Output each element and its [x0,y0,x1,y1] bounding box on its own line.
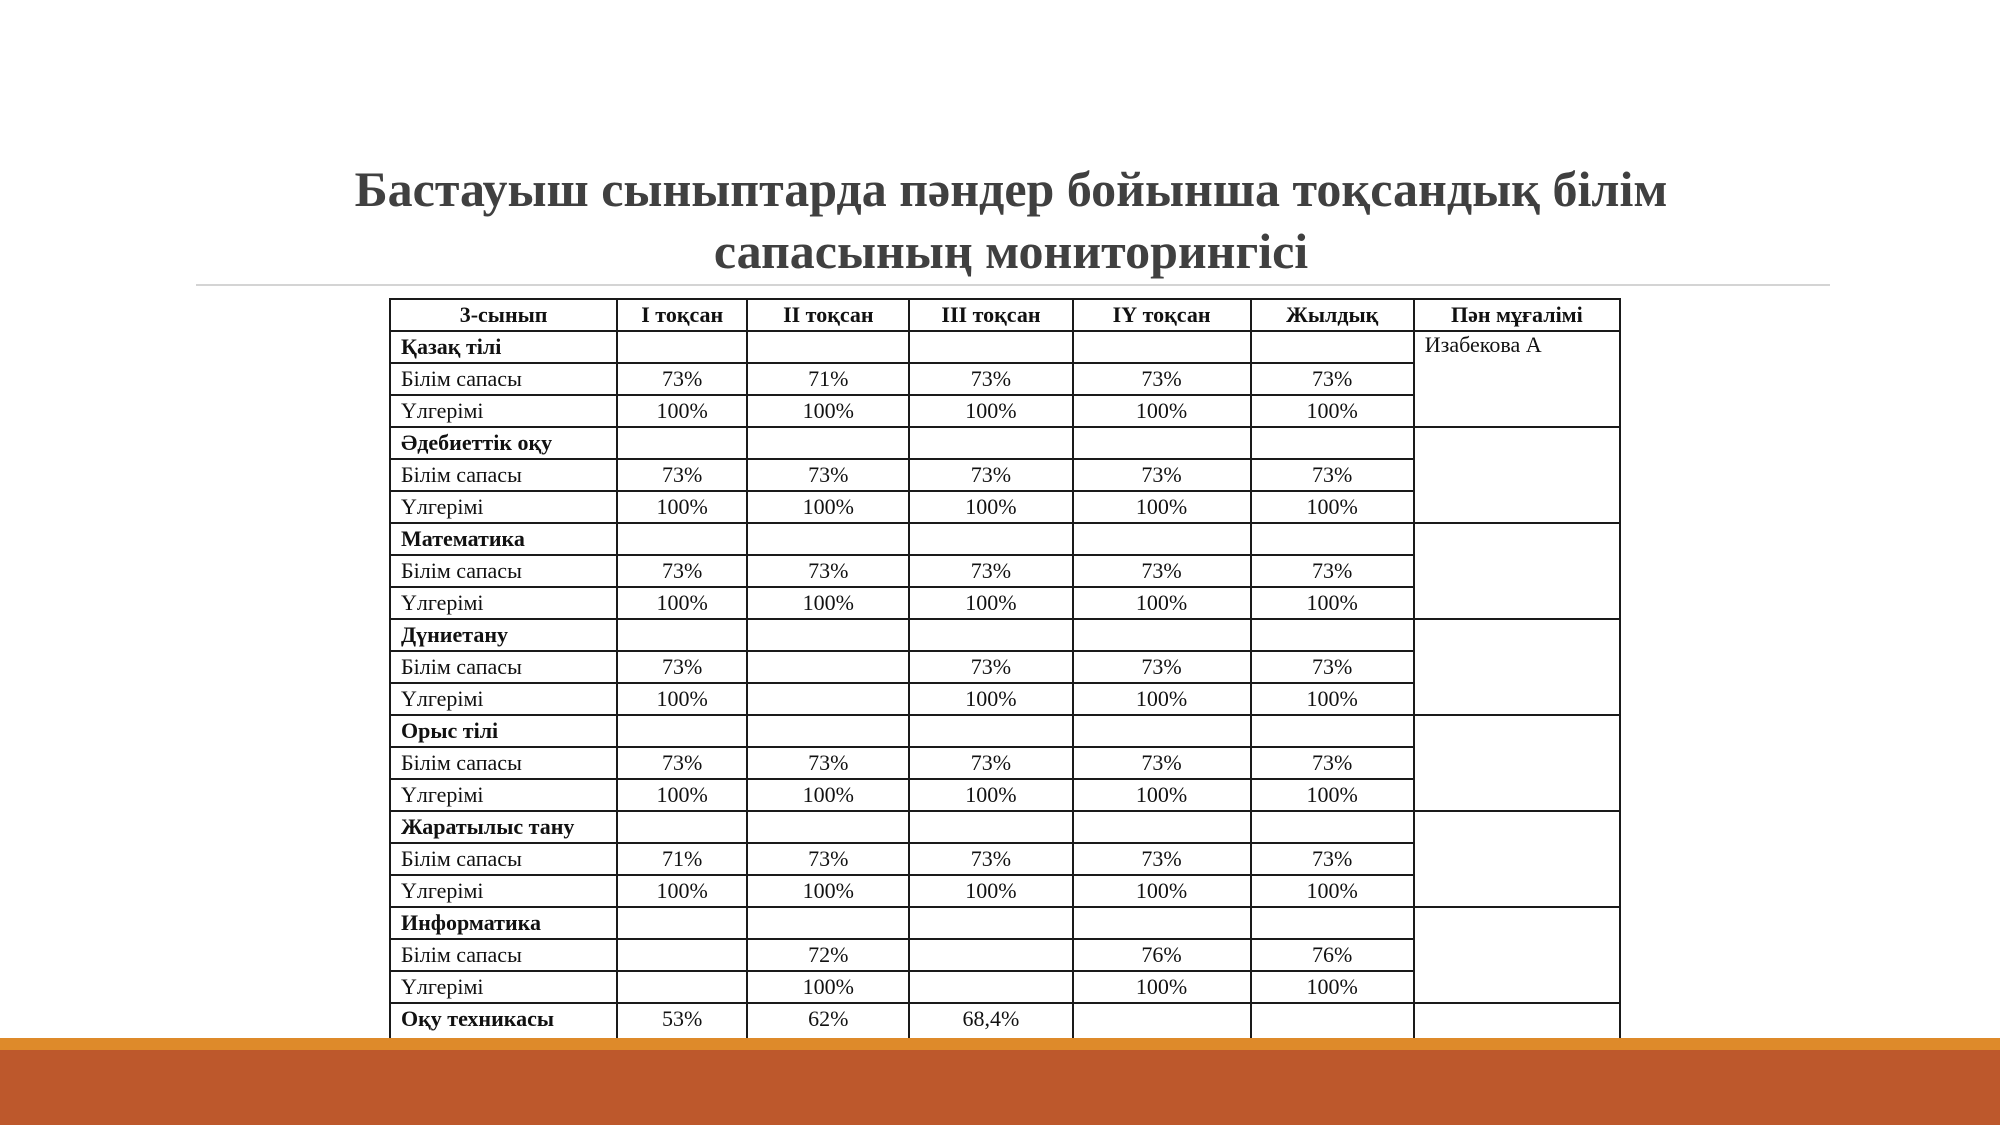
metric-value: 73% [1251,651,1414,683]
teacher-cell [1414,619,1620,715]
metric-value: 73% [1073,459,1251,491]
metric-value: 73% [1073,747,1251,779]
metric-value: 100% [1251,971,1414,1003]
empty-cell [617,811,747,843]
metric-value: 73% [909,459,1072,491]
metric-value: 100% [747,779,909,811]
metric-label: Үлгерімі [390,587,617,619]
empty-cell [747,907,909,939]
teacher-cell [1414,427,1620,523]
metric-value: 68,4% [909,1003,1072,1061]
empty-cell [1073,331,1251,363]
empty-cell [909,907,1072,939]
empty-cell [909,619,1072,651]
metric-value: 100% [909,683,1072,715]
header-teacher: Пән мұғалімі [1414,299,1620,331]
empty-cell [909,427,1072,459]
teacher-cell [1414,811,1620,907]
empty-cell [1251,331,1414,363]
metric-value: 100% [909,587,1072,619]
metric-value: 100% [747,875,909,907]
empty-cell [1073,715,1251,747]
teacher-cell [1414,715,1620,811]
metric-value: 76% [1251,939,1414,971]
metric-value: 73% [617,651,747,683]
metric-value: 100% [1073,971,1251,1003]
empty-cell [1073,523,1251,555]
empty-cell [1073,619,1251,651]
metric-value: 73% [1073,363,1251,395]
metric-value [909,939,1072,971]
monitoring-table [389,298,1621,1062]
metric-value [747,651,909,683]
empty-cell [747,523,909,555]
metric-value: 73% [617,747,747,779]
empty-cell [1251,907,1414,939]
empty-cell [747,427,909,459]
metric-value: 73% [1251,747,1414,779]
monitoring-table-container [389,298,1621,1031]
metric-label: Білім сапасы [390,363,617,395]
empty-cell [1251,427,1414,459]
metric-label: Білім сапасы [390,747,617,779]
metric-value: 53% [617,1003,747,1061]
metric-value: 73% [909,843,1072,875]
empty-cell [1251,715,1414,747]
metric-label: Үлгерімі [390,683,617,715]
metric-value: 100% [747,395,909,427]
metric-value: 73% [747,843,909,875]
metric-value: 100% [617,683,747,715]
subject-name: Орыс тілі [390,715,617,747]
metric-value: 100% [1251,683,1414,715]
subject-row [390,907,1620,939]
metric-value: 73% [909,747,1072,779]
empty-cell [1251,619,1414,651]
metric-value: 100% [747,491,909,523]
slide-title-line-2: сапасының мониторингісі [713,223,1309,279]
subject-name: Әдебиеттік оқу [390,427,617,459]
metric-value: 100% [1251,779,1414,811]
subject-row [390,811,1620,843]
metric-value: 73% [909,363,1072,395]
empty-cell [747,331,909,363]
metric-value: 100% [1073,875,1251,907]
metric-value: 100% [747,587,909,619]
subject-name: Информатика [390,907,617,939]
metric-value: 100% [1251,491,1414,523]
metric-value: 73% [909,651,1072,683]
metric-value: 73% [1251,843,1414,875]
metric-value: 100% [1073,683,1251,715]
metric-value: 100% [909,491,1072,523]
subject-name: Жаратылыс тану [390,811,617,843]
empty-cell [909,715,1072,747]
metric-value: 100% [617,587,747,619]
metric-value: 62% [747,1003,909,1061]
empty-cell [1073,907,1251,939]
metric-value [747,683,909,715]
subject-name: Дүниетану [390,619,617,651]
title-divider [196,284,1830,286]
empty-cell [747,619,909,651]
empty-cell [747,715,909,747]
metric-value: 71% [617,843,747,875]
metric-label: Үлгерімі [390,875,617,907]
empty-cell [1251,523,1414,555]
metric-value: 100% [1251,395,1414,427]
metric-label: Білім сапасы [390,939,617,971]
metric-value: 100% [1073,491,1251,523]
metric-label: Білім сапасы [390,843,617,875]
metric-value: 100% [1251,875,1414,907]
metric-label: Үлгерімі [390,491,617,523]
header-quarter-4: ІҮ тоқсан [1073,299,1251,331]
empty-cell [909,331,1072,363]
metric-value: 73% [1073,843,1251,875]
empty-cell [617,427,747,459]
header-quarter-3: ІІІ тоқсан [909,299,1072,331]
header-quarter-2: ІІ тоқсан [747,299,909,331]
metric-label: Білім сапасы [390,651,617,683]
empty-cell [617,523,747,555]
metric-value [617,971,747,1003]
header-quarter-1: І тоқсан [617,299,747,331]
metric-value: 73% [1251,459,1414,491]
metric-value: 100% [617,491,747,523]
empty-cell [909,523,1072,555]
metric-value: 76% [1073,939,1251,971]
header-class: 3-сынып [390,299,617,331]
metric-value: 73% [617,363,747,395]
empty-cell [1073,811,1251,843]
header-annual: Жылдық [1251,299,1414,331]
empty-cell [617,907,747,939]
slide-title-line-1: Бастауыш сыныптарда пәндер бойынша тоқсандық білім [354,161,1668,217]
subject-name: Оқу техникасы [390,1003,617,1061]
metric-value [617,939,747,971]
metric-value: 100% [909,395,1072,427]
teacher-cell: Изабекова А [1414,331,1620,427]
table-body [390,331,1620,1061]
empty-cell [1251,811,1414,843]
subject-row [390,619,1620,651]
footer-band [0,1050,2000,1125]
slide-title [196,158,1826,282]
empty-cell [617,619,747,651]
teacher-cell [1414,907,1620,1003]
metric-value: 100% [617,779,747,811]
empty-cell [617,331,747,363]
metric-value: 100% [617,875,747,907]
metric-value: 73% [1073,555,1251,587]
metric-value: 100% [1251,587,1414,619]
table-header-row [390,299,1620,331]
metric-value: 73% [1073,651,1251,683]
empty-cell [1073,427,1251,459]
metric-value: 100% [747,971,909,1003]
metric-label: Үлгерімі [390,971,617,1003]
subject-row [390,427,1620,459]
metric-value [909,971,1072,1003]
teacher-cell [1414,523,1620,619]
metric-value: 72% [747,939,909,971]
metric-value: 73% [747,459,909,491]
metric-value: 73% [747,747,909,779]
metric-label: Үлгерімі [390,779,617,811]
metric-label: Білім сапасы [390,555,617,587]
empty-cell [909,811,1072,843]
metric-value: 73% [617,555,747,587]
metric-value: 73% [1251,363,1414,395]
subject-name: Қазақ тілі [390,331,617,363]
empty-cell [617,715,747,747]
metric-value: 100% [1073,395,1251,427]
subject-row [390,715,1620,747]
metric-value: 100% [1073,587,1251,619]
metric-value: 73% [1251,555,1414,587]
metric-label: Білім сапасы [390,459,617,491]
metric-value: 100% [909,875,1072,907]
footer-accent-stripe [0,1038,2000,1050]
metric-value: 73% [747,555,909,587]
subject-row [390,331,1620,363]
metric-label: Үлгерімі [390,395,617,427]
metric-value: 71% [747,363,909,395]
metric-value: 100% [617,395,747,427]
metric-value: 73% [909,555,1072,587]
empty-cell [747,811,909,843]
metric-value: 100% [909,779,1072,811]
subject-name: Математика [390,523,617,555]
subject-row [390,523,1620,555]
metric-value: 100% [1073,779,1251,811]
metric-value: 73% [617,459,747,491]
